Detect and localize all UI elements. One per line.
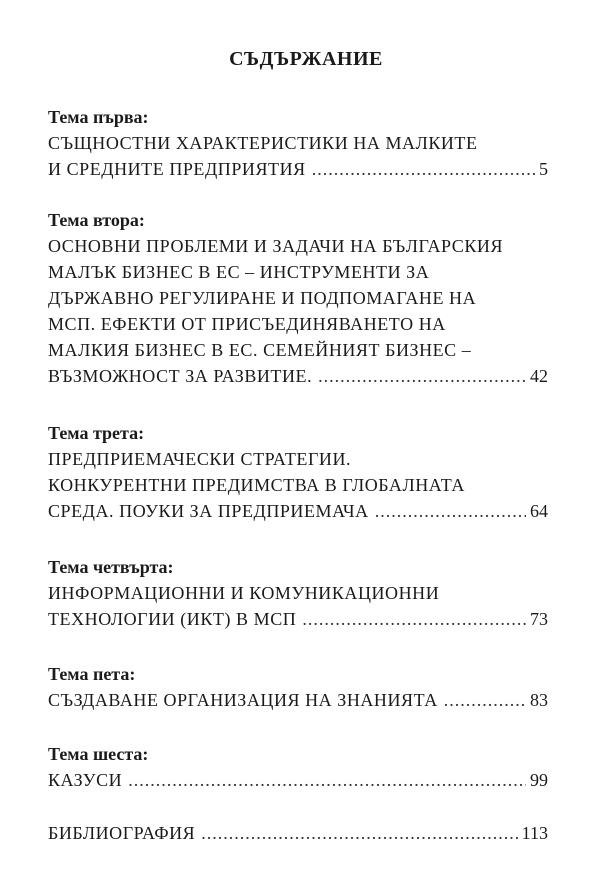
bibliography-label: БИБЛИОГРАФИЯ: [48, 823, 196, 843]
toc-entry-6[interactable]: [48, 767, 548, 793]
topic-title-line: ОСНОВНИ ПРОБЛЕМИ И ЗАДАЧИ НА БЪЛГАРСКИЯ: [48, 236, 504, 256]
topic-title-line: МСП. ЕФЕКТИ ОТ ПРИСЪЕДИНЯВАНЕТО НА: [48, 314, 446, 334]
topic-title-line: КОНКУРЕНТНИ ПРЕДИМСТВА В ГЛОБАЛНАТА: [48, 475, 465, 495]
topic-title-line: И СРЕДНИТЕ ПРЕДПРИЯТИЯ: [48, 159, 306, 179]
topic-title-line: КАЗУСИ: [48, 770, 123, 790]
page-number: 73: [530, 609, 548, 629]
topic-title-line: СЪЩНОСТНИ ХАРАКТЕРИСТИКИ НА МАЛКИТЕ: [48, 133, 478, 153]
dot-leader: [302, 606, 526, 632]
topic-title-line: ДЪРЖАВНО РЕГУЛИРАНЕ И ПОДПОМАГАНЕ НА: [48, 288, 477, 308]
page-title: СЪДЪРЖАНИЕ: [229, 48, 383, 70]
toc-entry-4[interactable]: [48, 606, 548, 632]
toc-entry-1[interactable]: [48, 156, 548, 182]
page-number: 64: [530, 501, 548, 521]
topic-heading: Тема трета:: [48, 423, 145, 443]
dot-leader: [201, 820, 517, 846]
toc-section-1: [48, 104, 548, 182]
toc-section-3: [48, 420, 548, 524]
toc-entry-5[interactable]: [48, 687, 548, 713]
topic-title-line: ВЪЗМОЖНОСТ ЗА РАЗВИТИЕ.: [48, 366, 313, 386]
dot-leader: [444, 687, 526, 713]
toc-section-4: [48, 554, 548, 632]
topic-title-line: ПРЕДПРИЕМАЧЕСКИ СТРАТЕГИИ.: [48, 449, 352, 469]
topic-title-line: МАЛЪК БИЗНЕС В ЕС – ИНСТРУМЕНТИ ЗА: [48, 262, 430, 282]
dot-leader: [312, 156, 535, 182]
topic-heading: Тема шеста:: [48, 744, 149, 764]
topic-title-line: ИНФОРМАЦИОННИ И КОМУНИКАЦИОННИ: [48, 583, 440, 603]
topic-heading: Тема втора:: [48, 210, 145, 230]
topic-heading: Тема първа:: [48, 107, 149, 127]
toc-section-bibliography: [48, 820, 548, 846]
page-number: 99: [530, 770, 548, 790]
topic-title-line: ТЕХНОЛОГИИ (ИКТ) В МСП: [48, 609, 297, 629]
toc-section-6: [48, 741, 548, 793]
dot-leader: [318, 363, 526, 389]
dot-leader: [128, 767, 526, 793]
page-number: 113: [521, 823, 548, 843]
dot-leader: [375, 498, 526, 524]
page-number: 42: [530, 366, 548, 386]
topic-title-line: МАЛКИЯ БИЗНЕС В ЕС. СЕМЕЙНИЯТ БИЗНЕС –: [48, 340, 472, 360]
toc-section-5: [48, 661, 548, 713]
toc-entry-3[interactable]: [48, 498, 548, 524]
page-number: 83: [530, 690, 548, 710]
topic-heading: Тема четвърта:: [48, 557, 174, 577]
topic-heading: Тема пета:: [48, 664, 136, 684]
toc-section-2: [48, 207, 548, 389]
page-number: 5: [539, 159, 548, 179]
toc-entry-2[interactable]: [48, 363, 548, 389]
toc-entry-bibliography[interactable]: [48, 820, 548, 846]
topic-title-line: СРЕДА. ПОУКИ ЗА ПРЕДПРИЕМАЧА: [48, 501, 369, 521]
topic-title-line: СЪЗДАВАНЕ ОРГАНИЗАЦИЯ НА ЗНАНИЯТА: [48, 690, 438, 710]
